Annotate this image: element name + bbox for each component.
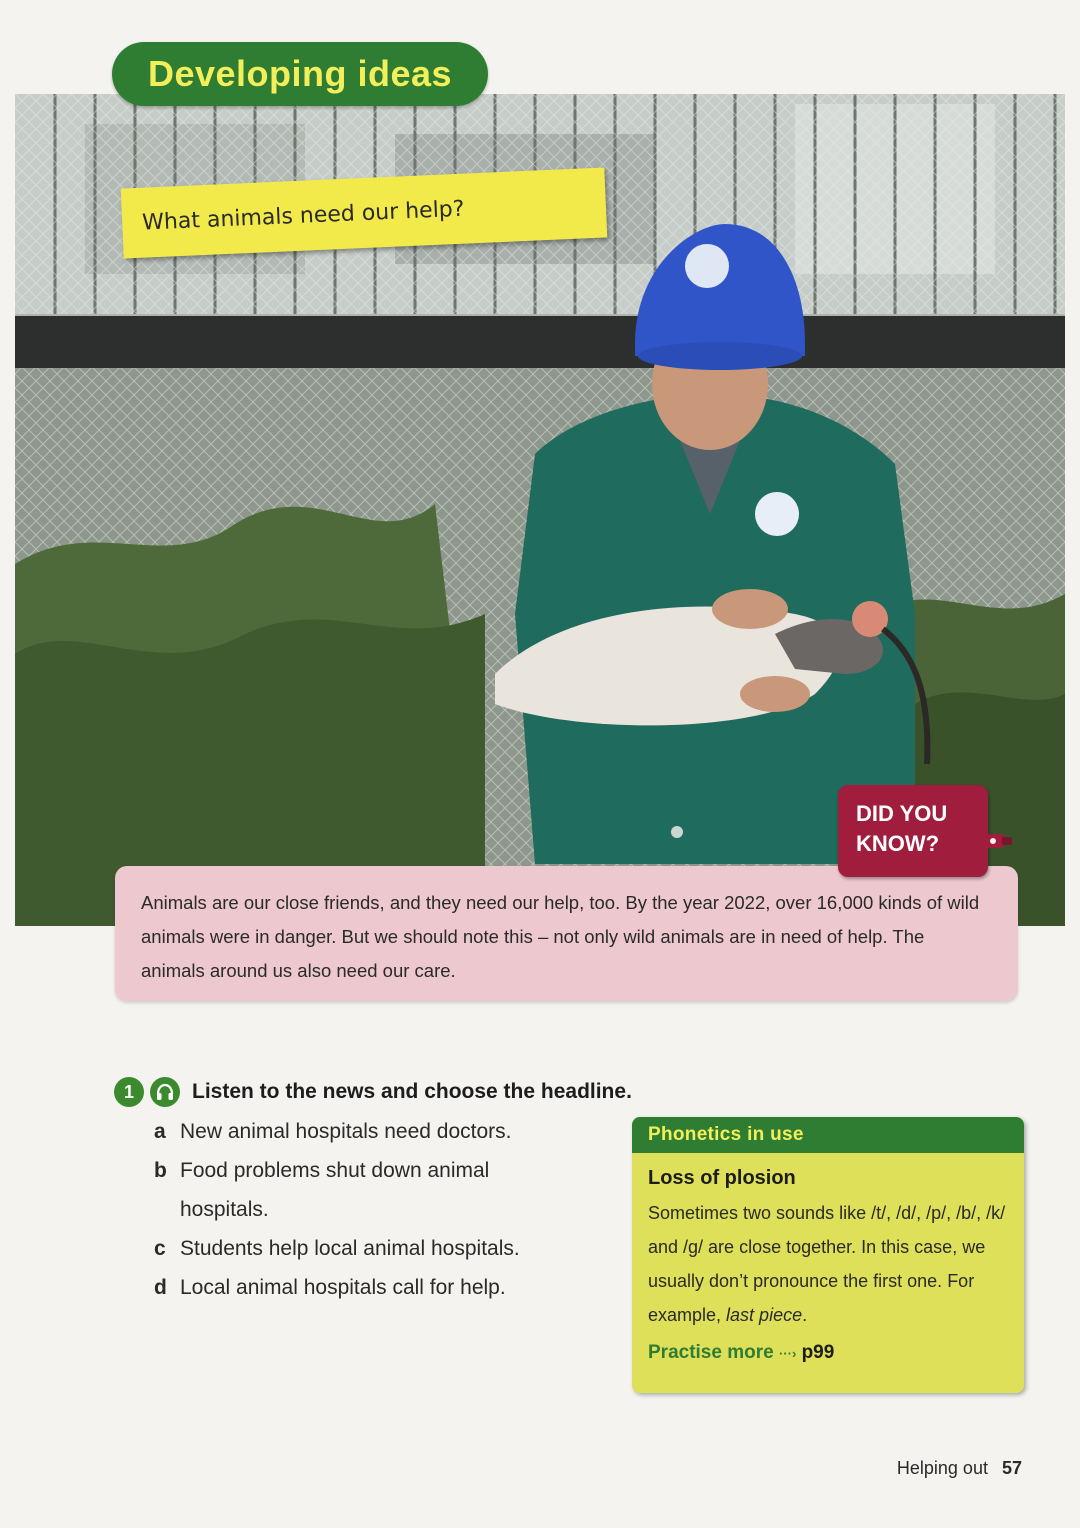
page-footer <box>897 1458 1022 1479</box>
option-letter: b <box>154 1159 167 1182</box>
did-you-know-box <box>115 866 1018 1001</box>
tag-pin-icon <box>984 826 1014 856</box>
phonetics-body <box>632 1153 1024 1364</box>
phonetics-example: last piece <box>726 1305 803 1325</box>
exercise-instruction: Listen to the news and choose the headline. <box>192 1080 632 1103</box>
question-text: What animals need our help? <box>141 196 465 236</box>
option-b[interactable] <box>154 1151 584 1229</box>
arrow-right-icon: ···› <box>778 1346 797 1361</box>
phonetics-text <box>648 1196 1008 1332</box>
headphones-icon[interactable] <box>150 1077 180 1107</box>
option-text: New animal hospitals need doctors. <box>180 1120 512 1143</box>
section-title: Developing ideas <box>147 53 453 94</box>
option-c[interactable] <box>154 1229 584 1268</box>
phonetics-header-text: Phonetics in use <box>648 1124 804 1145</box>
phonetics-header <box>632 1117 1024 1153</box>
did-you-know-text: Animals are our close friends, and they need our help, too. By the year 2022, over 16,000 kinds of wild animals were in danger. But we should note this – not only wild animals are in need of help. The animals around us also need our care. <box>141 892 980 981</box>
exercise-heading <box>114 1076 632 1108</box>
exercise-number: 1 <box>123 1081 134 1102</box>
headline-options <box>154 1112 584 1307</box>
practise-page: p99 <box>801 1342 835 1363</box>
phonetics-text-end: . <box>802 1305 808 1325</box>
option-text: Food problems shut down animal hospitals. <box>180 1159 490 1221</box>
phonetics-box <box>632 1117 1024 1393</box>
option-a[interactable] <box>154 1112 584 1151</box>
option-text: Local animal hospitals call for help. <box>180 1276 506 1299</box>
phonetics-subtitle: Loss of plosion <box>648 1167 796 1189</box>
practise-label: Practise more <box>648 1342 774 1363</box>
phonetics-text-main: Sometimes two sounds like /t/, /d/, /p/, /b/, /k/ and /g/ are close together. In this case, we usually don’t pronounce the first one. For example, <box>648 1203 1006 1325</box>
option-letter: d <box>154 1276 167 1299</box>
practise-more-link[interactable] <box>648 1342 1008 1364</box>
did-you-know-tag <box>838 785 988 877</box>
option-d[interactable] <box>154 1268 584 1307</box>
unit-title: Helping out <box>896 1458 988 1478</box>
page-number: 57 <box>1001 1458 1022 1478</box>
option-text: Students help local animal hospitals. <box>180 1237 520 1260</box>
did-you-know-line2: KNOW? <box>856 831 940 856</box>
option-letter: c <box>154 1237 166 1260</box>
option-letter: a <box>154 1120 166 1143</box>
did-you-know-line1: DID YOU <box>856 801 948 826</box>
section-tab <box>112 42 488 106</box>
exercise-number-badge <box>114 1077 144 1107</box>
